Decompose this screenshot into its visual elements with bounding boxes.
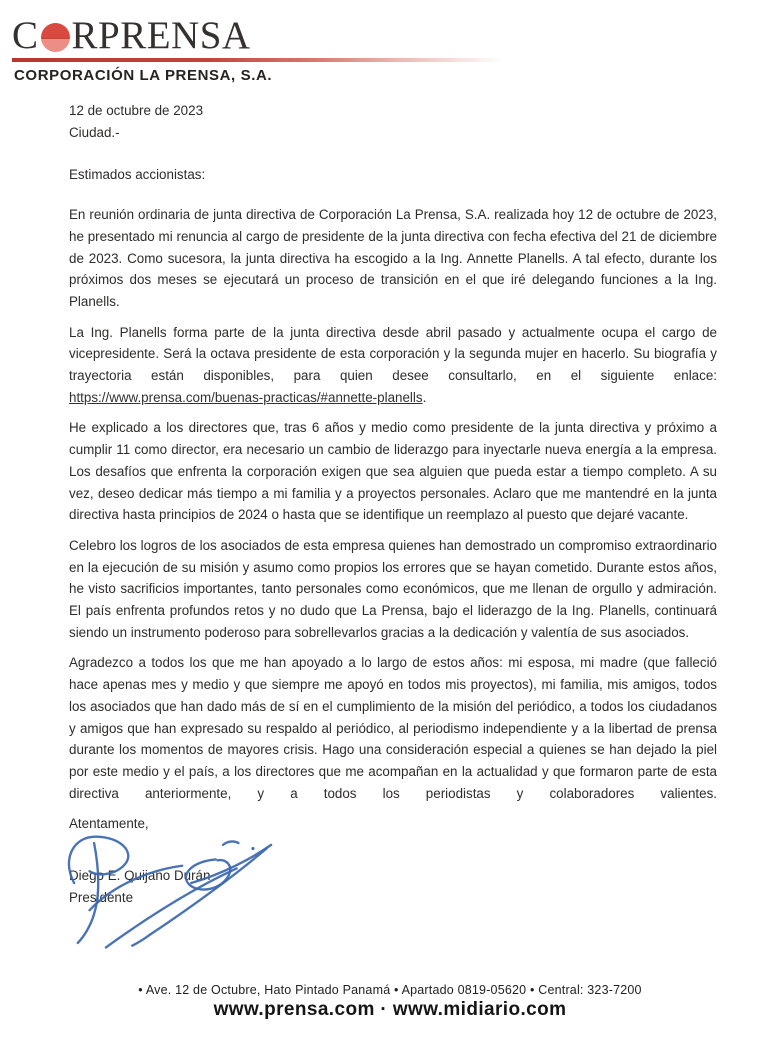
paragraph-2-period: . (422, 389, 427, 405)
signer-name: Diego E. Quijano Durán (69, 868, 211, 884)
logo-o-circle-icon (41, 23, 70, 52)
paragraph-3: He explicado a los directores que, tras 6 años y medio como presidente de la junta directiva y próximo a cumplir 11 como director, era necesario un cambio de liderazgo para inyectarle nueva energía a la empresa. Los desafíos que enfrenta la corporación exigen que sea alguien que pueda estar a tiempo completo. A su vez, deseo dedicar más tiempo a mi familia y a proyectos personales. Aclaro que me mantendré en la junta directiva hasta principios de 2024 o hasta que se identifique un reemplazo al puesto que dejaré vacante. (69, 420, 717, 523)
biography-link[interactable]: https://www.prensa.com/buenas-practicas/#annette-planells (69, 389, 423, 405)
letterhead-rule (12, 58, 504, 62)
letterhead (12, 16, 504, 84)
signature-block (69, 865, 717, 908)
paragraph-4: Celebro los logros de los asociados de esta empresa quienes han demostrado un compromiso extraordinario en la ejecución de su misión y asumo como propios los errores que se hayan cometido. Durante estos años, he visto sacrificios importantes, tanto personales como económicos, que me llenan de orgullo y admiración. El país enfrenta profundos retos y no dudo que La Prensa, bajo el liderazgo de la Ing. Planells, continuará siendo un instrumento poderoso para sobrellevarlos gracias a la dedicación y valentía de sus asociados. (69, 537, 717, 640)
logo-text-rest: RPRENSA (71, 14, 251, 57)
date-line: 12 de octubre de 2023 (69, 103, 204, 118)
corprensa-logo (12, 16, 504, 55)
closing: Atentamente, (69, 816, 149, 832)
footer (0, 983, 780, 1021)
footer-address: • Ave. 12 de Octubre, Hato Pintado Panamá • Apartado 0819-05620 • Central: 323-7200 (138, 983, 642, 997)
paragraph-2 (69, 322, 717, 409)
signer-title: Presidente (69, 889, 134, 905)
letter-body (69, 100, 717, 909)
paragraph-1: En reunión ordinaria de junta directiva de Corporación La Prensa, S.A. realizada hoy 12 de octubre de 2023, he presentado mi renuncia al cargo de presidente de la junta directiva con fecha efectiva del 21 de diciembre de 2023. Como sucesora, la junta directiva ha escogido a la Ing. Annette Planells. A tal efecto, durante los próximos dos meses se ejecutará un proceso de transición en el que iré delegando funciones a la Ing. Planells. (69, 207, 717, 309)
logo-text-c: C (12, 14, 39, 57)
salutation: Estimados accionistas: (69, 167, 206, 183)
footer-websites: www.prensa.com · www.midiario.com (213, 999, 567, 1020)
paragraph-5: Agradezco a todos los que me han apoyado a lo largo de estos años: mi esposa, mi madre (que falleció hace apenas mes y medio y que siempre me apoyó en todos mis proyectos), mi familia, mis amigos, todos los asociados que han dado más de sí en el cumplimiento de la misión del periódico, a todos los ciudadanos y amigos que han expresado su respaldo al periódico, al periodismo independiente y a la libertad de prensa durante los momentos de mayores crisis. Hago una consideración especial a quienes se han dejado la piel por este medio y el país, a los directores que me acompañan en la actualidad y que formaron parte de esta directiva anteriormente, y a todos los periodistas y colaboradores valientes. (69, 655, 717, 801)
letterhead-tagline: CORPORACIÓN LA PRENSA, S.A. (14, 66, 273, 84)
paragraph-2-text: La Ing. Planells forma parte de la junta directiva desde abril pasado y actualmente ocupa el cargo de vicepresidente. Será la octava presidente de esta corporación y la segunda mujer en hacerlo. Su biografía y trayectoria están disponibles, para quien desee consultarlo, en el siguiente enlace: (69, 324, 717, 384)
place-line: Ciudad.- (69, 124, 120, 140)
